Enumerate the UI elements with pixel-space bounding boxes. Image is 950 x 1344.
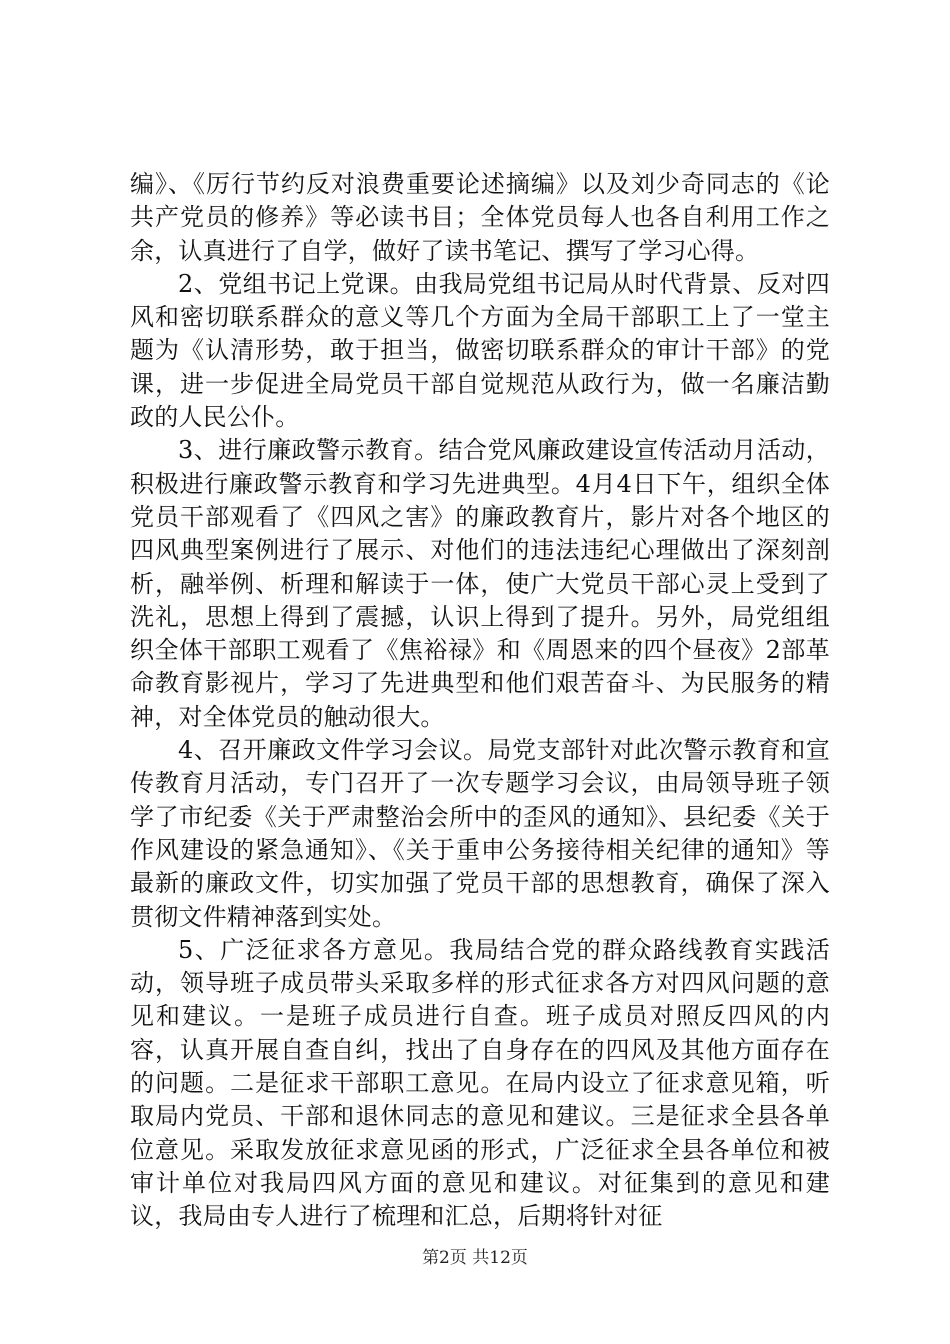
paragraph-1: 编》、《厉行节约反对浪费重要论述摘编》以及刘少奇同志的《论共产党员的修养》等必读书目；全体党员每人也各自利用工作之余，认真进行了自学，做好了读书笔记、撰写了学习心得。 [130, 170, 830, 265]
page-number-footer: 第2页 共12页 [422, 1248, 528, 1268]
paragraph-4: 4、召开廉政文件学习会议。局党支部针对此次警示教育和宣传教育月活动，专门召开了一次专题学习会议，由局领导班子领学了市纪委《关于严肃整治会所中的歪风的通知》、县纪委《关于作风建设的紧急通知》、《关于重申公务接待相关纪律的通知》等最新的廉政文件，切实加强了党员干部的思想教育，确保了深入贯彻文件精神落到实处。 [130, 736, 830, 931]
paragraph-2: 2、党组书记上党课。由我局党组书记局从时代背景、反对四风和密切联系群众的意义等几个方面为全局干部职工上了一堂主题为《认清形势，敢于担当，做密切联系群众的审计干部》的党课，进一步促进全局党员干部自觉规范从政行为，做一名廉洁勤政的人民公仆。 [130, 269, 830, 432]
document-body [130, 168, 830, 1234]
paragraph-5: 5、广泛征求各方意见。我局结合党的群众路线教育实践活动，领导班子成员带头采取多样的形式征求各方对四风问题的意见和建议。一是班子成员进行自查。班子成员对照反四风的内容，认真开展自查自纠，找出了自身存在的四风及其他方面存在的问题。二是征求干部职工意见。在局内设立了征求意见箱，听取局内党员、干部和退休同志的意见和建议。三是征求全县各单位意见。采取发放征求意见函的形式，广泛征求全县各单位和被审计单位对我局四风方面的意见和建议。对征集到的意见和建议，我局由专人进行了梳理和汇总，后期将针对征 [130, 935, 830, 1231]
paragraph-3: 3、进行廉政警示教育。结合党风廉政建设宣传活动月活动，积极进行廉政警示教育和学习先进典型。4月4日下午，组织全体党员干部观看了《四风之害》的廉政教育片，影片对各个地区的四风典型案例进行了展示、对他们的违法违纪心理做出了深刻剖析，融举例、析理和解读于一体，使广大党员干部心灵上受到了洗礼，思想上得到了震撼，认识上得到了提升。另外，局党组组织全体干部职工观看了《焦裕禄》和《周恩来的四个昼夜》2部革命教育影视片，学习了先进典型和他们艰苦奋斗、为民服务的精神，对全体党员的触动很大。 [130, 436, 830, 731]
